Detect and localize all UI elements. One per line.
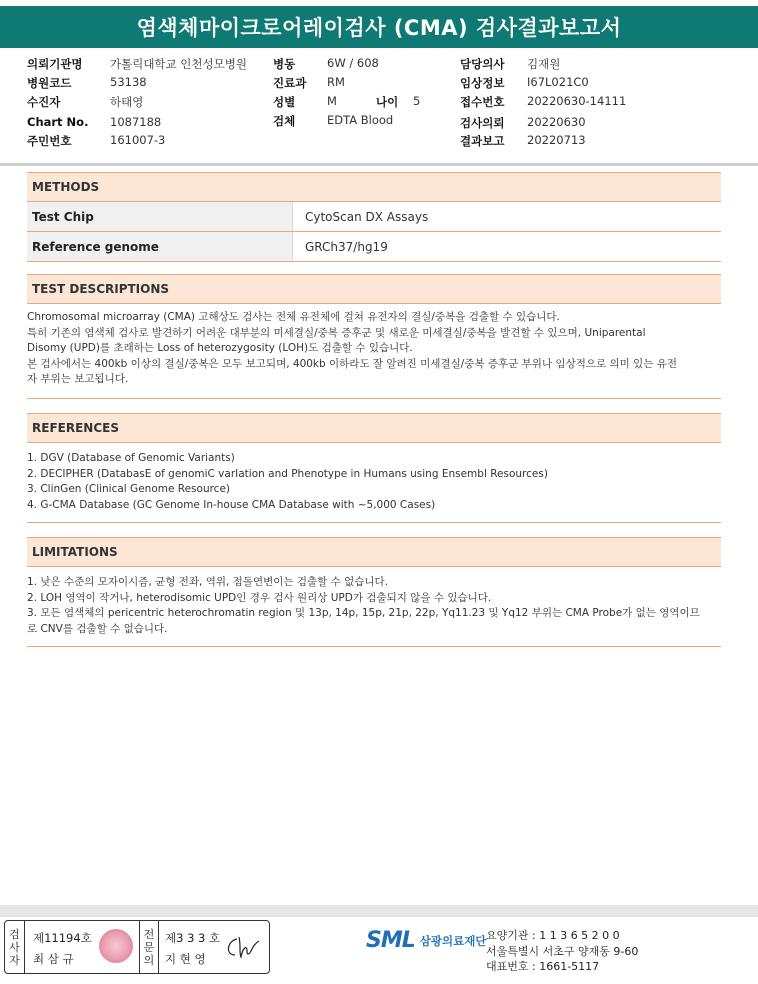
clinical-label: 임상정보 — [460, 76, 505, 90]
code-value: 53138 — [110, 75, 147, 89]
receipt-label: 접수번호 — [460, 95, 505, 109]
specialist-label-char: 의 — [143, 953, 155, 967]
methods-value: CytoScan DX Assays — [305, 209, 429, 224]
company-logo — [366, 928, 486, 953]
doctor-value: 김재원 — [527, 57, 561, 71]
limitations-heading: LIMITATIONS — [27, 537, 721, 567]
request-label: 검사의뢰 — [460, 116, 505, 130]
result-label: 결과보고 — [460, 134, 505, 148]
specialist-label — [139, 921, 159, 973]
methods-key: Test Chip — [27, 202, 293, 231]
specimen-label: 검체 — [273, 114, 296, 128]
logo-text: 삼광의료재단 — [419, 933, 487, 948]
clinical-value: I67L021C0 — [527, 75, 589, 89]
dept-value: RM — [327, 75, 345, 89]
reference-item: 1. DGV (Database of Genomic Variants) — [27, 452, 235, 464]
descriptions-body — [27, 304, 721, 399]
header-divider — [0, 163, 758, 166]
description-line: 자 부위는 보고됩니다. — [27, 373, 129, 385]
request-value: 20220630 — [527, 115, 586, 129]
description-line: Chromosomal microarray (CMA) 고해상도 검사는 전체 유전체에 걸쳐 유전자의 결실/중복을 검출할 수 있습니다. — [27, 311, 560, 323]
examiner-number: 제11194호 — [33, 931, 92, 945]
methods-row — [27, 202, 721, 232]
company-address: 서울특별시 서초구 양재동 9-60 — [486, 944, 639, 958]
specialist-name: 지 현 영 — [165, 952, 206, 966]
description-line: Disomy (UPD)를 초래하는 Loss of heterozygosity (LOH)도 검출할 수 있습니다. — [27, 342, 413, 354]
reference-item: 3. ClinGen (Clinical Genome Resource) — [27, 483, 231, 495]
age-value: 5 — [413, 94, 421, 108]
code-label: 병원코드 — [27, 76, 72, 90]
company-phone: 대표번호 : 1661-5117 — [486, 960, 600, 973]
limitations-section — [27, 537, 721, 647]
descriptions-heading: TEST DESCRIPTIONS — [27, 274, 721, 304]
examiner-name: 최 삼 규 — [33, 952, 74, 966]
name-label: 수진자 — [27, 95, 61, 109]
age-label: 나이 — [376, 95, 399, 109]
methods-row — [27, 232, 721, 262]
dept-label: 진료과 — [273, 76, 307, 90]
result-value: 20220713 — [527, 133, 586, 147]
limitation-item: 1. 낮은 수준의 모자이시즘, 균형 전좌, 역위, 점돌연변이는 검출할 수 없습니다. — [27, 576, 389, 588]
seal-stamp-icon — [99, 929, 133, 963]
methods-heading: METHODS — [27, 172, 721, 202]
limitation-item: 3. 모든 염색체의 pericentric heterochromatin region 및 13p, 14p, 15p, 21p, 22p, Yq11.23 및 Yq12 부위는 CMA Probe가 없는 영역이므 — [27, 607, 700, 619]
report-title: 염색체마이크로어레이검사 (CMA) 검사결과보고서 — [0, 6, 758, 48]
chart-value: 1087188 — [110, 115, 162, 129]
examiner-label — [5, 921, 25, 973]
id-value: 161007-3 — [110, 133, 166, 147]
hospital-value: 가톨릭대학교 인천성모병원 — [110, 57, 247, 71]
examiner-label-char: 자 — [9, 953, 20, 967]
id-label: 주민번호 — [27, 134, 72, 148]
company-info — [486, 928, 638, 975]
specialist-label-char: 문 — [143, 940, 155, 954]
sex-value: M — [327, 94, 337, 108]
signature-box — [4, 920, 270, 974]
reference-item: 4. G-CMA Database (GC Genome In-house CMA Database with ~5,000 Cases) — [27, 498, 436, 511]
name-value: 하태영 — [110, 95, 144, 109]
methods-section — [27, 172, 721, 262]
description-line: 본 검사에서는 400kb 이상의 결실/중복은 모두 보고되며, 400kb 이하라도 잘 알려진 미세결실/중복 증후군 부위나 임상적으로 의미 있는 유전 — [27, 357, 678, 370]
specimen-value: EDTA Blood — [327, 113, 394, 127]
ward-label: 병동 — [273, 57, 296, 71]
signature-icon — [223, 933, 263, 963]
logo-mark: SML — [366, 928, 415, 953]
sex-label: 성별 — [273, 95, 296, 109]
doctor-label: 담당의사 — [460, 57, 505, 71]
limitation-item: 2. LOH 영역이 작거나, heterodisomic UPD인 경우 검사 원리상 UPD가 검출되지 않을 수 있습니다. — [27, 591, 492, 604]
references-section — [27, 413, 721, 523]
hospital-label: 의뢰기관명 — [27, 57, 83, 71]
patient-info — [0, 56, 758, 152]
examiner-label-char: 검 — [9, 927, 20, 941]
footer-band — [0, 905, 758, 917]
limitations-body — [27, 567, 721, 647]
limitation-item: 로 CNV를 검출할 수 없습니다. — [27, 622, 168, 635]
references-body — [27, 443, 721, 523]
methods-key: Reference genome — [27, 232, 293, 261]
ward-value: 6W / 608 — [327, 56, 379, 70]
examiner-label-char: 사 — [9, 940, 20, 954]
reference-item: 2. DECIPHER (DatabasE of genomiC varIation and Phenotype in Humans using Ensembl Resources) — [27, 467, 548, 480]
agency-number: 요양기관 : 1 1 3 6 5 2 0 0 — [486, 929, 620, 942]
specialist-number: 제3 3 3 호 — [165, 931, 221, 945]
receipt-value: 20220630-14111 — [527, 94, 627, 108]
chart-label: Chart No. — [27, 115, 89, 129]
specialist-label-char: 전 — [143, 927, 155, 941]
description-line: 특히 기존의 염색체 검사로 발견하기 어려운 대부분의 미세결실/중복 증후군 및 새로운 미세결실/중복을 발견할 수 있으며, Uniparental — [27, 326, 646, 339]
methods-value: GRCh37/hg19 — [305, 239, 388, 254]
references-heading: REFERENCES — [27, 413, 721, 443]
descriptions-section — [27, 274, 721, 399]
